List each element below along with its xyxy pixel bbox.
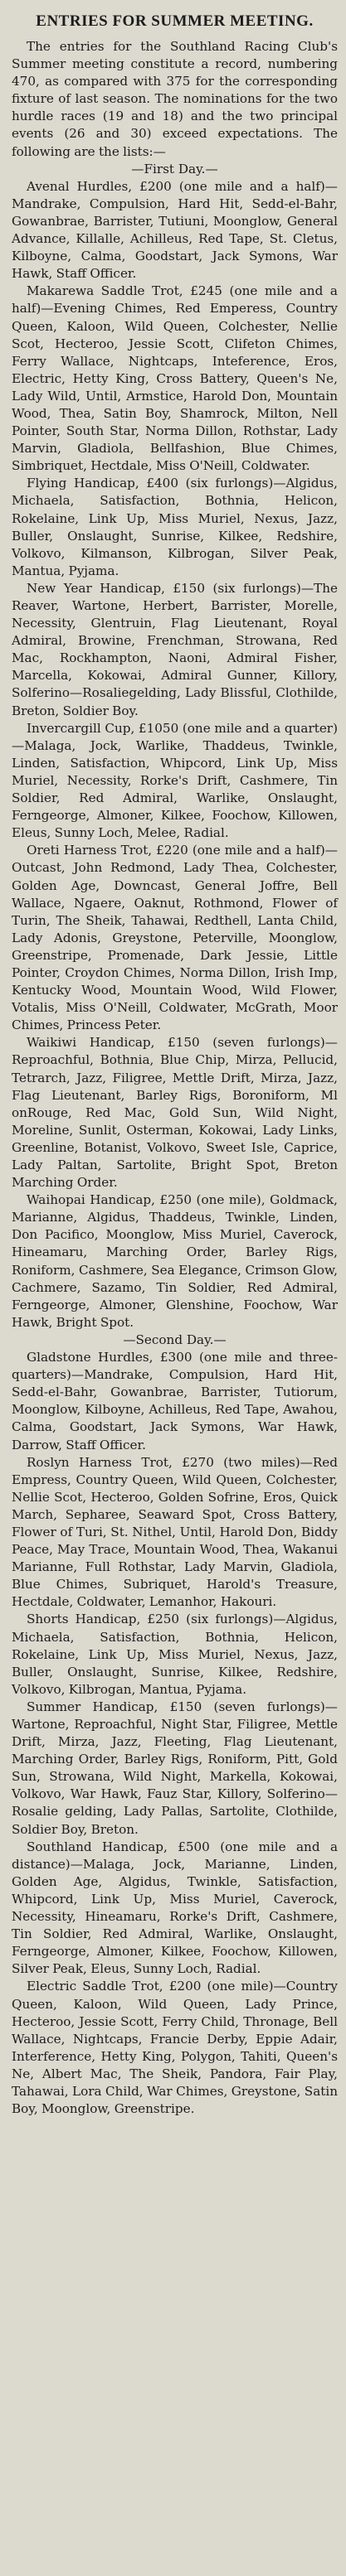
event-electric-saddle-trot: Electric Saddle Trot, £200 (one mile)—Country Queen, Kaloon, Wild Queen, Lady Prince, Hecteroo, Jessie Scott, Ferry Child, Thronage, Bell Wallace, Nightcaps, Francie Derby, Eppie Adair, Interference, Hetty King, Polygon, Tahiti, Queen's Ne, Albert Mac, The Sheik, Pandora, Fair Play, Tahawai, Lora Child, War Chimes, Greystone, Satin Boy, Moonglow, Greenstripe. xyxy=(12,1979,338,2117)
event-waihopai-handicap: Waihopai Handicap, £250 (one mile), Goldmack, Marianne, Algidus, Thaddeus, Twinkle, Linden, Don Pacifico, Moonglow, Miss Muriel, Caverock, Hineamaru, Marching Order, Barley Rigs, Roniform, Cashmere, Sea Elegance, Crimson Glow, Cachmere, Sazamo, Tin Soldier, Red Admiral, Ferngeorge, Almoner, Glenshine, Foochow, War Hawk, Bright Spot. xyxy=(12,1192,338,1330)
event-shorts-handicap: Shorts Handicap, £250 (six furlongs)—Algidus, Michaela, Satisfaction, Bothnia, Helicon, Rokelaine, Link Up, Miss Muriel, Nexus, Jazz, Buller, Onslaught, Sunrise, Kilkee, Redshire, Volkovo, Kilbrogan, Mantua, Pyjama. xyxy=(12,1612,338,1697)
event-waikiwi-handicap: Waikiwi Handicap, £150 (seven furlongs)—Reproachful, Bothnia, Blue Chip, Mirza, Pellucid, Tetrarch, Jazz, Filigree, Mettle Drift, Mirza, Jazz, Flag Lieutenant, Barley Rigs, Boroniform, Ml onRouge, Red Mac, Gold Sun, Wild Night, Moreline, Sunlit, Osterman, Kokowai, Lady Links, Greenline, Botanist, Volkovo, Sweet Isle, Caprice, Lady Paltan, Sartolite, Bright Spot, Breton Marching Order. xyxy=(12,1035,338,1191)
event-invercargill-cup: Invercargill Cup, £1050 (one mile and a quarter)—Malaga, Jock, Warlike, Thaddeus, Twinkle, Linden, Satisfaction, Whipcord, Link Up, Miss Muriel, Necessity, Rorke's Drift, Cashmere, Tin Soldier, Red Admiral, Warlike, Onslaught, Ferngeorge, Almoner, Kilkee, Foochow, Killowen, Eleus, Sunny Loch, Melee, Radial. xyxy=(12,720,338,841)
day-heading-first: —First Day.— xyxy=(131,161,218,176)
event-summer-handicap: Summer Handicap, £150 (seven furlongs)—Wartone, Reproachful, Night Star, Filigree, Mettle Drift, Mirza, Jazz, Fleeting, Flag Lieutenant, Marching Order, Barley Rigs, Roniform, Pitt, Gold Sun, Strowana, Wild Night, Markella, Kokowai, Volkovo, War Hawk, Fauz Star, Killory, Solferino—Rosalie gelding, Lady Pallas, Sartolite, Clothilde, Soldier Boy, Breton. xyxy=(12,1699,338,1837)
event-roslyn-harness-trot: Roslyn Harness Trot, £270 (two miles)—Red Empress, Country Queen, Wild Queen, Colchester, Nellie Scot, Hecteroo, Golden Sofrine, Eros, Quick March, Sepharee, Seaward Spot, Cross Battery, Flower of Turi, St. Nithel, Until, Harold Don, Biddy Peace, May Trace, Mountain Wood, Thea, Wakanui Marianne, Full Rothstar, Lady Marvin, Gladiola, Blue Chimes, Subriquet, Harold's Treasure, Hectdale, Coldwater, Lemanhor, Hakouri. xyxy=(12,1454,338,1610)
day-heading-second: —Second Day.— xyxy=(123,1331,227,1347)
event-southland-handicap: Southland Handicap, £500 (one mile and a distance)—Malaga, Jock, Marianne, Linden, Golden Age, Algidus, Twinkle, Satisfaction, Whipcord, Link Up, Miss Muriel, Caverock, Necessity, Hineamaru, Rorke's Drift, Cashmere, Tin Soldier, Red Admiral, Warlike, Onslaught, Ferngeorge, Almoner, Kilkee, Foochow, Killowen, Silver Peak, Eleus, Sunny Loch, Radial. xyxy=(12,1839,338,1977)
headline: ENTRIES FOR SUMMER MEETING. xyxy=(36,12,314,30)
event-avenal-hurdles: Avenal Hurdles, £200 (one mile and a half)—Mandrake, Compulsion, Hard Hit, Sedd-el-Bahr, Gowanbrae, Barrister, Tutiuni, Moonglow, General Advance, Killalle, Achilleus, Red Tape, St. Cletus, Kilboyne, Calma, Goodstart, Jack Symons, War Hawk, Staff Officer. xyxy=(12,178,338,282)
event-new-year-handicap: New Year Handicap, £150 (six furlongs)—The Reaver, Wartone, Herbert, Barrister, Morelle, Necessity, Glentruin, Flag Lieutenant, Royal Admiral, Browine, Frenchman, Strowana, Red Mac, Rockhampton, Naoni, Admiral Fisher, Marcella, Kokowai, Admiral Gunner, Killory, Solferino—Rosaliegelding, Lady Blissful, Clothilde, Breton, Soldier Boy. xyxy=(12,580,338,718)
intro-paragraph: The entries for the Southland Racing Club's Summer meeting constitute a record, numbering 470, as compared with 375 for the corresponding fixture of last season. The nominations for the two hurdle races (19 and 18) and the two principal events (26 and 30) exceed expectations. The following are the lists:— xyxy=(12,39,338,159)
event-gladstone-hurdles: Gladstone Hurdles, £300 (one mile and three-quarters)—Mandrake, Compulsion, Hard Hit, Sedd-el-Bahr, Gowanbrae, Barrister, Tutiorum, Moonglow, Kilboyne, Achilleus, Red Tape, Awahou, Calma, Goodstart, Jack Symons, War Hawk, Darrow, Staff Officer. xyxy=(12,1350,338,1452)
event-oreti-harness-trot: Oreti Harness Trot, £220 (one mile and a half)—Outcast, John Redmond, Lady Thea, Colchester, Golden Age, Downcast, General Joffre, Bell Wallace, Ngaere, Oaknut, Rothmond, Flower of Turin, The Sheik, Tahawai, Redthell, Lanta Child, Lady Adonis, Greystone, Peterville, Moonglow, Greenstripe, Promenade, Dark Jessie, Little Pointer, Croydon Chimes, Norma Dillon, Irish Imp, Kentucky Wood, Mountain Wood, Wild Flower, Votalis, Miss O'Neill, Coldwater, McGrath, Moor Chimes, Princess Peter. xyxy=(12,843,338,1033)
event-flying-handicap: Flying Handicap, £400 (six furlongs)—Algidus, Michaela, Satisfaction, Bothnia, Helicon, Rokelaine, Link Up, Miss Muriel, Nexus, Jazz, Buller, Onslaught, Sunrise, Kilkee, Redshire, Volkovo, Kilmanson, Kilbrogan, Silver Peak, Mantua, Pyjama. xyxy=(12,476,338,578)
event-makarewa-saddle-trot: Makarewa Saddle Trot, £245 (one mile and a half)—Evening Chimes, Red Emperess, Country Queen, Kaloon, Wild Queen, Colchester, Nellie Scot, Hecteroo, Jessie Scott, Clifeton Chimes, Ferry Wallace, Nightcaps, Inteference, Eros, Electric, Hetty King, Cross Battery, Queen's Ne, Lady Wild, Until, Armstice, Harold Don, Mountain Wood, Thea, Satin Boy, Shamrock, Milton, Nell Pointer, South Star, Norma Dillon, Rothstar, Lady Marvin, Gladiola, Bellfashion, Blue Chimes, Simbriquet, Hectdale, Miss O'Neill, Coldwater. xyxy=(12,283,338,474)
